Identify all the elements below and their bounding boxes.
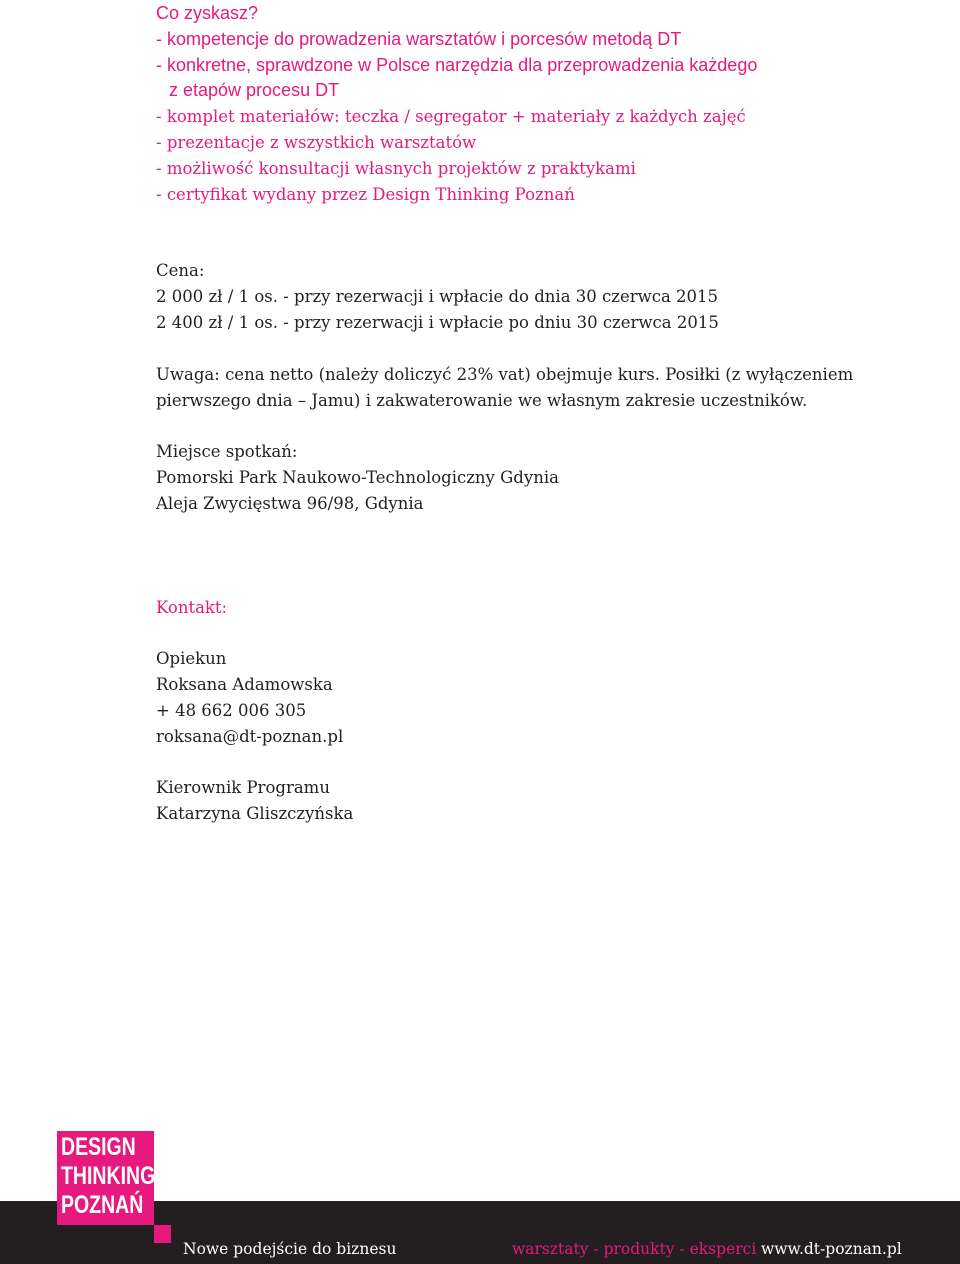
- venue-name: Pomorski Park Naukowo-Technologiczny Gdynia: [156, 468, 559, 487]
- gains-item: z etapów procesu DT: [169, 80, 340, 101]
- venue-section: [156, 439, 559, 517]
- logo-text: [61, 1133, 155, 1220]
- footer-tagline: Nowe podejście do biznesu: [183, 1240, 397, 1258]
- tutor-title: Opiekun: [156, 649, 227, 668]
- logo-accent-square: [154, 1225, 171, 1243]
- tutor-email[interactable]: roksana@dt-poznan.pl: [156, 727, 344, 746]
- director-title: Kierownik Programu: [156, 778, 330, 797]
- price-heading: Cena:: [156, 261, 205, 280]
- price-section: [156, 258, 719, 336]
- price-note-line: pierwszego dnia – Jamu) i zakwaterowanie we własnym zakresie uczestników.: [156, 391, 808, 410]
- gains-item: - certyfikat wydany przez Design Thinking Poznań: [156, 184, 575, 204]
- tutor-contact: [156, 646, 343, 750]
- footer-website-link[interactable]: www.dt-poznan.pl: [761, 1240, 902, 1258]
- venue-heading: Miejsce spotkań:: [156, 442, 298, 461]
- tutor-phone: + 48 662 006 305: [156, 701, 307, 720]
- price-line: 2 000 zł / 1 os. - przy rezerwacji i wpłacie do dnia 30 czerwca 2015: [156, 287, 719, 306]
- gains-item: - komplet materiałów: teczka / segregator + materiały z każdych zajęć: [156, 107, 746, 127]
- tutor-name: Roksana Adamowska: [156, 675, 333, 694]
- director-name: Katarzyna Gliszczyńska: [156, 804, 354, 823]
- design-thinking-poznan-logo: [57, 1131, 154, 1225]
- gains-item: - konkretne, sprawdzone w Polsce narzędzia dla przeprowadzenia każdego: [156, 54, 758, 75]
- gains-section: [156, 1, 757, 207]
- gains-heading: Co zyskasz?: [156, 3, 259, 23]
- price-note-line: Uwaga: cena netto (należy doliczyć 23% vat) obejmuje kurs. Posiłki (z wyłączeniem: [156, 365, 854, 384]
- logo-line: THINKING: [61, 1162, 156, 1190]
- contact-heading: Kontakt:: [156, 598, 228, 617]
- logo-line: POZNAŃ: [61, 1191, 144, 1219]
- gains-item: - prezentacje z wszystkich warsztatów: [156, 132, 477, 152]
- price-line: 2 400 zł / 1 os. - przy rezerwacji i wpłacie po dniu 30 czerwca 2015: [156, 313, 719, 332]
- contact-section: [156, 595, 227, 621]
- director-contact: [156, 775, 353, 827]
- gains-item: - kompetencje do prowadzenia warsztatów i porcesów metodą DT: [156, 28, 682, 49]
- gains-item: - możliwość konsultacji własnych projektów z praktykami: [156, 158, 636, 178]
- price-note: [156, 362, 853, 414]
- logo-line: DESIGN: [61, 1133, 136, 1161]
- footer-services: warsztaty - produkty - eksperci: [512, 1240, 757, 1258]
- venue-address: Aleja Zwycięstwa 96/98, Gdynia: [156, 494, 424, 513]
